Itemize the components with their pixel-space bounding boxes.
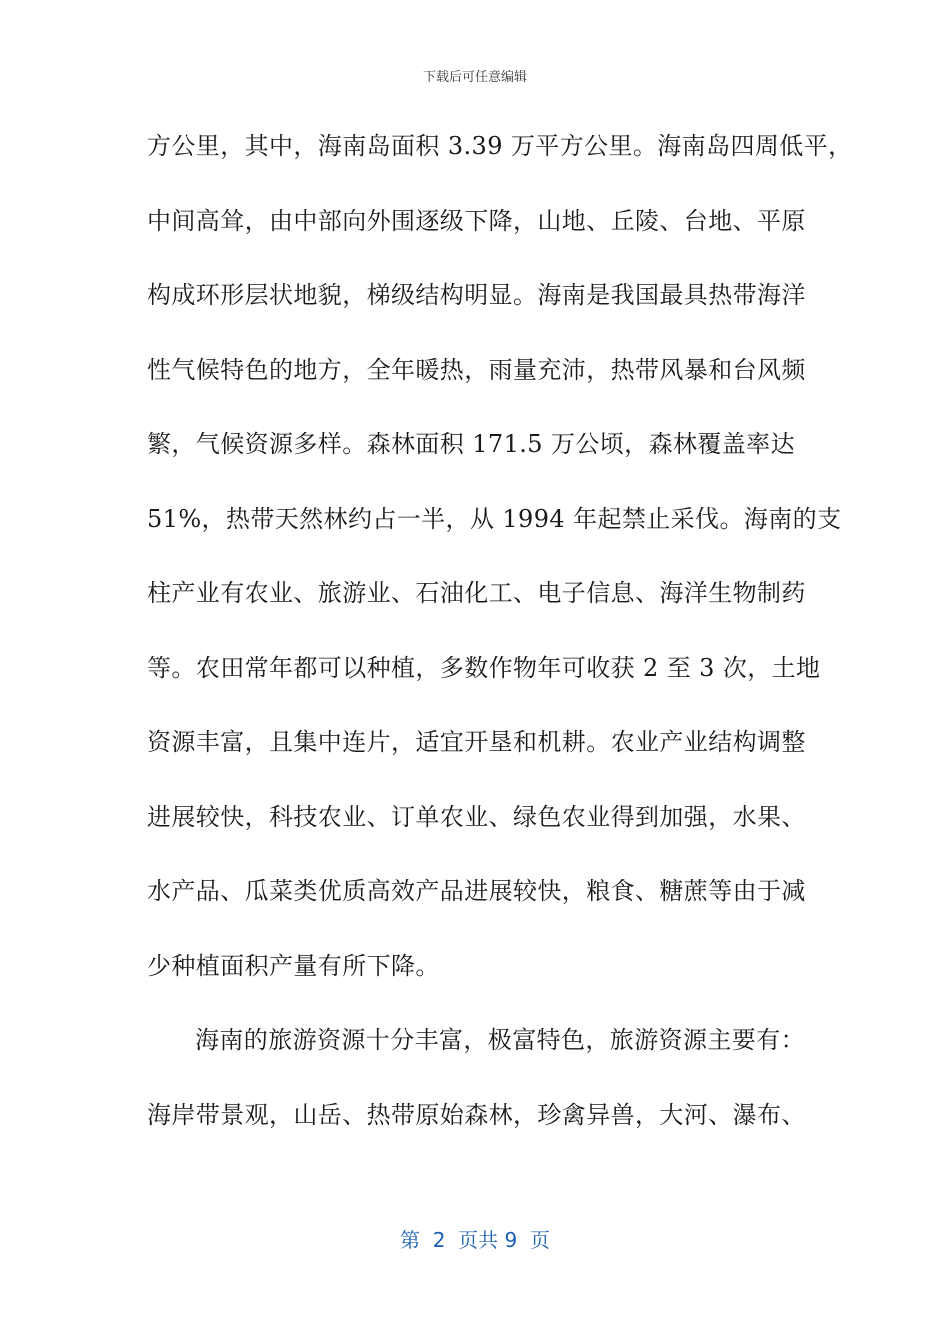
text-line: 构成环形层状地貌，梯级结构明显。海南是我国最具热带海洋 (147, 281, 806, 309)
page-number-label: 第 2 页共 9 页 (400, 1228, 550, 1252)
text-line: 水产品、瓜菜类优质高效产品进展较快，粮食、糖蔗等由于减 (147, 877, 806, 905)
text-line: 柱产业有农业、旅游业、石油化工、电子信息、海洋生物制药 (147, 579, 806, 607)
page-number-footer (0, 1224, 950, 1253)
text-line: 进展较快，科技农业、订单农业、绿色农业得到加强，水果、 (147, 802, 806, 831)
page-header-note: 下载后可任意编辑 (422, 70, 527, 85)
text-line: 繁，气候资源多样。森林面积 171.5 万公顷，森林覆盖率达 (147, 430, 795, 458)
text-line: 等。农田常年都可以种植，多数作物年可收获 2 至 3 次，土地 (147, 653, 821, 682)
text-line: 海岸带景观，山岳、热带原始森林，珍禽异兽，大河、瀑布、 (147, 1100, 806, 1129)
text-line: 少种植面积产量有所下降。 (147, 951, 440, 980)
text-line: 中间高耸，由中部向外围逐级下降，山地、丘陵、台地、平原 (147, 206, 806, 235)
text-line: 资源丰富，且集中连片，适宜开垦和机耕。农业产业结构调整 (147, 728, 806, 756)
document-body (147, 116, 853, 1159)
paragraph-start-line: 海南的旅游资源十分丰富，极富特色，旅游资源主要有： (195, 1026, 805, 1054)
text-line: 性气候特色的地方，全年暖热，雨量充沛，热带风暴和台风频 (147, 355, 806, 384)
text-line: 51%，热带天然林约占一半，从 1994 年起禁止采伐。海南的支 (147, 504, 842, 533)
text-line: 方公里，其中，海南岛面积 3.39 万平方公里。海南岛四周低平， (147, 132, 853, 160)
